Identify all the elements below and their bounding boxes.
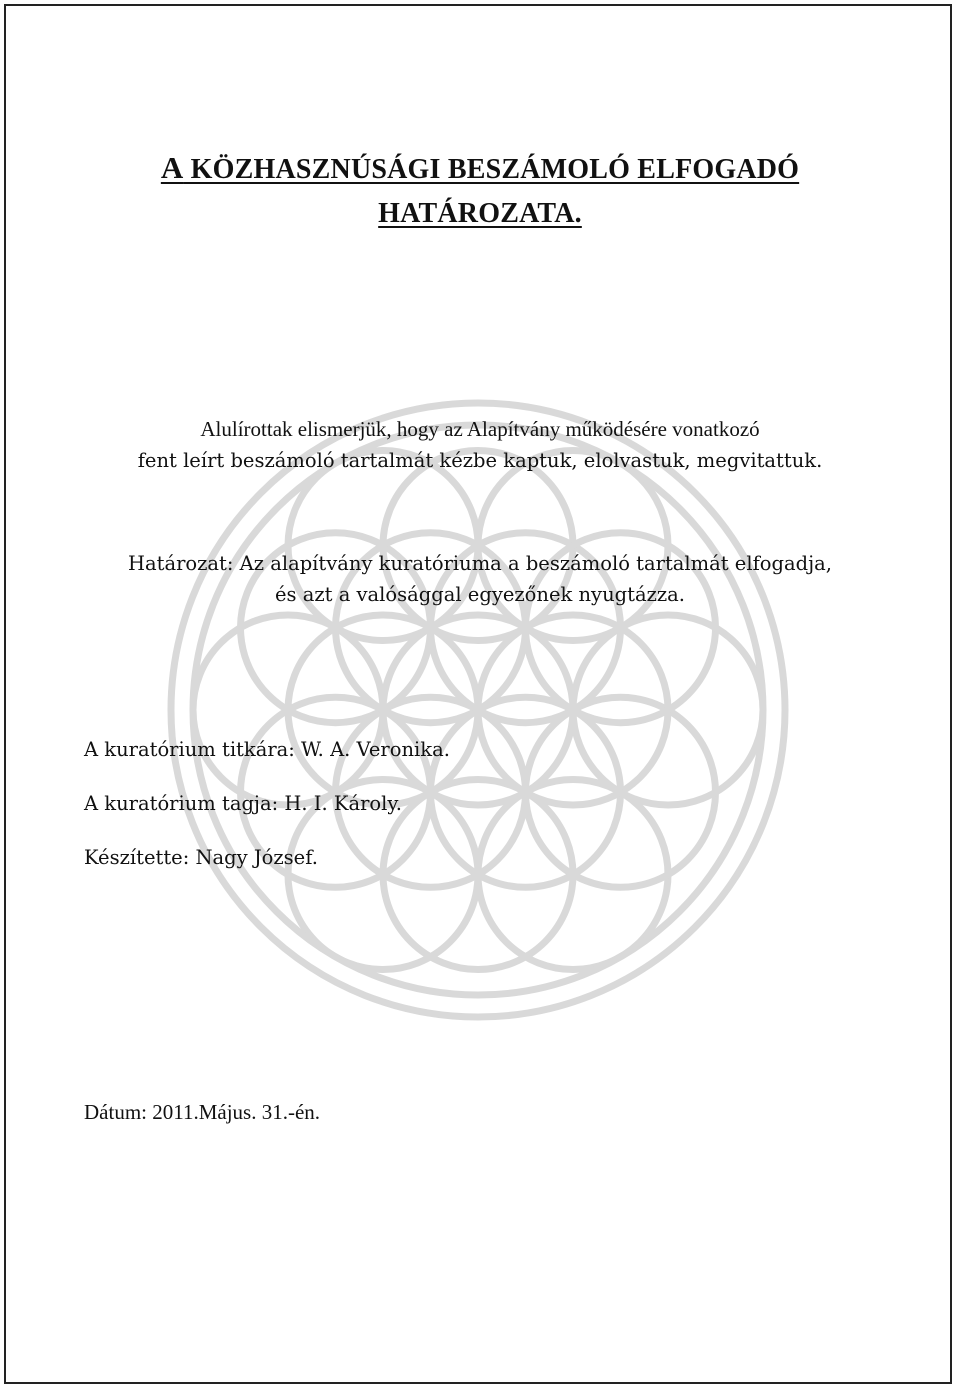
signatory-secretary: A kuratórium titkára: W. A. Veronika.: [84, 738, 450, 761]
acknowledgement-paragraph: [60, 414, 900, 476]
acknowledgement-line-2: fent leírt beszámoló tartalmát kézbe kaptuk, elolvastuk, megvitattuk.: [137, 449, 823, 472]
resolution-line-1: Határozat: Az alapítvány kuratóriuma a beszámoló tartalmát elfogadja,: [128, 552, 832, 575]
resolution-paragraph: [60, 548, 900, 610]
resolution-line-2: és azt a valósággal egyezőnek nyugtázza.: [275, 583, 685, 606]
signatory-member: A kuratórium tagja: H. I. Károly.: [84, 792, 402, 815]
document-date: Dátum: 2011.Május. 31.-én.: [84, 1100, 321, 1124]
page-title-line2: HATÁROZATA.: [378, 198, 582, 229]
page-title: A KÖZHASZNÚSÁGI BESZÁMOLÓ ELFOGADÓ: [160, 150, 800, 185]
signatory-author: Készítette: Nagy József.: [84, 846, 318, 869]
acknowledgement-line-1: Alulírottak elismerjük, hogy az Alapítvány működésére vonatkozó: [200, 417, 760, 441]
